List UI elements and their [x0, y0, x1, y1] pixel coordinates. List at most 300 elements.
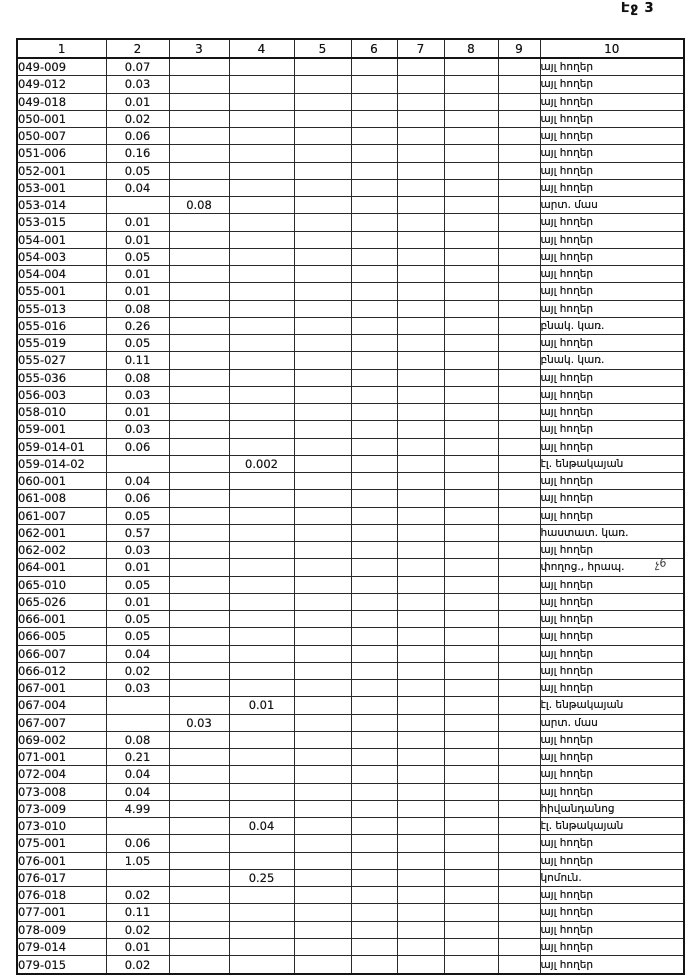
- value-cell: [397, 352, 444, 369]
- value-cell: [351, 887, 397, 904]
- parcel-code-cell: 053-001: [17, 179, 106, 196]
- parcel-code-cell: 051-006: [17, 145, 106, 162]
- value-cell: [294, 524, 351, 541]
- value-cell: [229, 524, 294, 541]
- handwritten-annotation: չ6: [653, 556, 668, 571]
- value-cell: [229, 938, 294, 955]
- value-cell: 0.01: [106, 214, 169, 231]
- table-row: [17, 559, 684, 576]
- value-cell: [351, 731, 397, 748]
- value-cell: [229, 645, 294, 662]
- parcel-code-cell: 073-010: [17, 818, 106, 835]
- value-cell: 0.002: [229, 455, 294, 472]
- value-cell: [397, 611, 444, 628]
- value-cell: [169, 835, 229, 852]
- land-use-cell: այլ հողեր: [540, 283, 684, 300]
- value-cell: [444, 524, 498, 541]
- value-cell: [397, 93, 444, 110]
- value-cell: [169, 628, 229, 645]
- value-cell: [498, 386, 540, 403]
- value-cell: [397, 438, 444, 455]
- value-cell: [397, 662, 444, 679]
- value-cell: 0.03: [106, 542, 169, 559]
- parcel-code-cell: 076-018: [17, 887, 106, 904]
- value-cell: [444, 179, 498, 196]
- value-cell: [444, 369, 498, 386]
- value-cell: [169, 697, 229, 714]
- value-cell: [397, 266, 444, 283]
- value-cell: [498, 887, 540, 904]
- value-cell: [444, 438, 498, 455]
- value-cell: [229, 197, 294, 214]
- value-cell: [444, 473, 498, 490]
- land-use-cell: բնակ. կառ.: [540, 317, 684, 334]
- land-use-cell: այլ հողեր: [540, 93, 684, 110]
- value-cell: [498, 835, 540, 852]
- value-cell: [397, 162, 444, 179]
- value-cell: [294, 128, 351, 145]
- value-cell: [169, 524, 229, 541]
- value-cell: [397, 300, 444, 317]
- value-cell: [229, 956, 294, 974]
- column-header: 1: [17, 39, 106, 58]
- table-row: [17, 800, 684, 817]
- value-cell: 0.02: [106, 956, 169, 974]
- parcel-code-cell: 073-009: [17, 800, 106, 817]
- parcel-code-cell: 067-001: [17, 680, 106, 697]
- value-cell: [444, 697, 498, 714]
- value-cell: [397, 110, 444, 127]
- land-use-cell: հիվանդանոց: [540, 800, 684, 817]
- value-cell: [397, 317, 444, 334]
- table-row: [17, 542, 684, 559]
- table-row: [17, 818, 684, 835]
- value-cell: [498, 869, 540, 886]
- value-cell: [351, 645, 397, 662]
- value-cell: 0.11: [106, 352, 169, 369]
- value-cell: [351, 58, 397, 76]
- land-use-cell: այլ հողեր: [540, 110, 684, 127]
- value-cell: [106, 714, 169, 731]
- value-cell: [169, 162, 229, 179]
- value-cell: [444, 662, 498, 679]
- value-cell: [351, 455, 397, 472]
- value-cell: [444, 58, 498, 76]
- value-cell: [294, 404, 351, 421]
- value-cell: [294, 76, 351, 93]
- parcel-code-cell: 061-008: [17, 490, 106, 507]
- parcel-code-cell: 058-010: [17, 404, 106, 421]
- table-row: [17, 455, 684, 472]
- value-cell: [397, 783, 444, 800]
- value-cell: [498, 248, 540, 265]
- value-cell: [294, 887, 351, 904]
- land-use-cell: այլ հողեր: [540, 938, 684, 955]
- value-cell: [351, 197, 397, 214]
- parcel-code-cell: 049-009: [17, 58, 106, 76]
- value-cell: 0.04: [106, 645, 169, 662]
- value-cell: [229, 369, 294, 386]
- value-cell: [169, 76, 229, 93]
- value-cell: [397, 421, 444, 438]
- value-cell: [351, 283, 397, 300]
- value-cell: [397, 335, 444, 352]
- value-cell: [169, 869, 229, 886]
- value-cell: [498, 680, 540, 697]
- value-cell: [444, 645, 498, 662]
- value-cell: [169, 352, 229, 369]
- value-cell: 0.08: [106, 731, 169, 748]
- value-cell: [444, 680, 498, 697]
- table-row: [17, 887, 684, 904]
- value-cell: [444, 887, 498, 904]
- value-cell: [498, 662, 540, 679]
- value-cell: [169, 404, 229, 421]
- value-cell: 0.01: [106, 93, 169, 110]
- value-cell: 0.08: [106, 300, 169, 317]
- value-cell: [229, 93, 294, 110]
- value-cell: [294, 266, 351, 283]
- value-cell: [498, 904, 540, 921]
- table-row: [17, 93, 684, 110]
- value-cell: 0.01: [106, 231, 169, 248]
- value-cell: [229, 386, 294, 403]
- value-cell: [229, 335, 294, 352]
- value-cell: [444, 800, 498, 817]
- land-use-cell: այլ հողեր: [540, 766, 684, 783]
- value-cell: [498, 473, 540, 490]
- value-cell: [351, 110, 397, 127]
- value-cell: [498, 110, 540, 127]
- value-cell: [169, 438, 229, 455]
- value-cell: [351, 128, 397, 145]
- value-cell: [351, 386, 397, 403]
- value-cell: 0.08: [106, 369, 169, 386]
- value-cell: [498, 58, 540, 76]
- value-cell: [498, 231, 540, 248]
- land-use-cell: այլ հողեր: [540, 645, 684, 662]
- value-cell: [169, 214, 229, 231]
- land-use-cell: այլ հողեր: [540, 887, 684, 904]
- value-cell: 0.03: [106, 386, 169, 403]
- table-row: [17, 352, 684, 369]
- value-cell: 0.01: [106, 266, 169, 283]
- value-cell: [229, 317, 294, 334]
- land-use-cell: այլ հողեր: [540, 214, 684, 231]
- table-row: [17, 128, 684, 145]
- value-cell: [444, 335, 498, 352]
- table-row: [17, 404, 684, 421]
- value-cell: [229, 248, 294, 265]
- value-cell: 0.06: [106, 490, 169, 507]
- value-cell: [351, 938, 397, 955]
- value-cell: [444, 818, 498, 835]
- value-cell: [169, 921, 229, 938]
- value-cell: [294, 628, 351, 645]
- value-cell: 0.02: [106, 887, 169, 904]
- value-cell: [397, 645, 444, 662]
- table-row: [17, 869, 684, 886]
- value-cell: [498, 266, 540, 283]
- value-cell: [498, 749, 540, 766]
- value-cell: [498, 921, 540, 938]
- table-row: [17, 766, 684, 783]
- value-cell: [498, 145, 540, 162]
- table-row: [17, 524, 684, 541]
- value-cell: 0.02: [106, 110, 169, 127]
- land-use-cell: էլ. ենթակայան: [540, 818, 684, 835]
- value-cell: [169, 300, 229, 317]
- page-number: Էջ 3: [621, 1, 655, 16]
- value-cell: [498, 524, 540, 541]
- land-use-cell: այլ հողեր: [540, 662, 684, 679]
- value-cell: [294, 317, 351, 334]
- value-cell: [498, 628, 540, 645]
- parcel-code-cell: 059-014-01: [17, 438, 106, 455]
- parcel-code-cell: 073-008: [17, 783, 106, 800]
- land-use-cell: այլ հողեր: [540, 731, 684, 748]
- land-use-cell: այլ հողեր: [540, 507, 684, 524]
- value-cell: [294, 179, 351, 196]
- table-row: [17, 145, 684, 162]
- value-cell: [169, 904, 229, 921]
- value-cell: [498, 818, 540, 835]
- parcel-code-cell: 053-015: [17, 214, 106, 231]
- table-row: [17, 231, 684, 248]
- value-cell: [498, 455, 540, 472]
- table-row: [17, 179, 684, 196]
- value-cell: 0.01: [106, 404, 169, 421]
- land-use-cell: այլ հողեր: [540, 680, 684, 697]
- parcel-code-cell: 056-003: [17, 386, 106, 403]
- value-cell: 0.05: [106, 248, 169, 265]
- value-cell: [444, 386, 498, 403]
- value-cell: [444, 628, 498, 645]
- parcel-code-cell: 071-001: [17, 749, 106, 766]
- parcel-code-cell: 066-005: [17, 628, 106, 645]
- value-cell: 0.08: [169, 197, 229, 214]
- value-cell: [229, 921, 294, 938]
- value-cell: [397, 404, 444, 421]
- value-cell: [397, 128, 444, 145]
- value-cell: [294, 438, 351, 455]
- value-cell: [351, 335, 397, 352]
- value-cell: 0.57: [106, 524, 169, 541]
- value-cell: [498, 645, 540, 662]
- value-cell: [351, 559, 397, 576]
- value-cell: [169, 248, 229, 265]
- value-cell: [294, 921, 351, 938]
- value-cell: [498, 93, 540, 110]
- value-cell: [444, 835, 498, 852]
- value-cell: [229, 628, 294, 645]
- land-use-cell: այլ հողեր: [540, 58, 684, 76]
- value-cell: 0.07: [106, 58, 169, 76]
- value-cell: [444, 248, 498, 265]
- value-cell: 0.03: [106, 680, 169, 697]
- value-cell: [169, 611, 229, 628]
- parcel-code-cell: 055-016: [17, 317, 106, 334]
- value-cell: [229, 473, 294, 490]
- value-cell: [106, 697, 169, 714]
- value-cell: [294, 611, 351, 628]
- table-row: [17, 783, 684, 800]
- value-cell: [294, 697, 351, 714]
- value-cell: [351, 490, 397, 507]
- value-cell: 0.04: [106, 179, 169, 196]
- value-cell: [397, 904, 444, 921]
- value-cell: [397, 559, 444, 576]
- parcel-code-cell: 066-012: [17, 662, 106, 679]
- value-cell: [229, 76, 294, 93]
- value-cell: [294, 421, 351, 438]
- value-cell: [229, 231, 294, 248]
- value-cell: [444, 507, 498, 524]
- land-use-cell: այլ հողեր: [540, 145, 684, 162]
- value-cell: [169, 455, 229, 472]
- value-cell: [294, 800, 351, 817]
- value-cell: [294, 680, 351, 697]
- table-row: [17, 317, 684, 334]
- value-cell: [229, 714, 294, 731]
- value-cell: [294, 645, 351, 662]
- value-cell: [444, 542, 498, 559]
- value-cell: [169, 938, 229, 955]
- value-cell: [169, 266, 229, 283]
- value-cell: [294, 473, 351, 490]
- parcel-code-cell: 075-001: [17, 835, 106, 852]
- value-cell: [498, 162, 540, 179]
- table-row: [17, 938, 684, 955]
- value-cell: [169, 93, 229, 110]
- value-cell: [229, 835, 294, 852]
- parcel-code-cell: 050-007: [17, 128, 106, 145]
- value-cell: [294, 300, 351, 317]
- value-cell: 1.05: [106, 852, 169, 869]
- parcel-code-cell: 050-001: [17, 110, 106, 127]
- value-cell: [444, 421, 498, 438]
- land-use-cell: այլ հողեր: [540, 904, 684, 921]
- parcel-code-cell: 053-014: [17, 197, 106, 214]
- column-header: 5: [294, 39, 351, 58]
- value-cell: [444, 214, 498, 231]
- value-cell: [444, 869, 498, 886]
- value-cell: [444, 93, 498, 110]
- value-cell: [397, 369, 444, 386]
- value-cell: [444, 404, 498, 421]
- value-cell: [294, 214, 351, 231]
- parcel-code-cell: 076-017: [17, 869, 106, 886]
- value-cell: [169, 662, 229, 679]
- parcel-code-cell: 067-007: [17, 714, 106, 731]
- value-cell: [498, 197, 540, 214]
- value-cell: [169, 317, 229, 334]
- value-cell: [397, 593, 444, 610]
- value-cell: [444, 714, 498, 731]
- value-cell: [169, 766, 229, 783]
- value-cell: [498, 369, 540, 386]
- value-cell: [397, 887, 444, 904]
- value-cell: [229, 852, 294, 869]
- value-cell: [397, 145, 444, 162]
- value-cell: [169, 128, 229, 145]
- value-cell: [351, 266, 397, 283]
- table-row: [17, 697, 684, 714]
- value-cell: [397, 542, 444, 559]
- column-header: 7: [397, 39, 444, 58]
- value-cell: [444, 749, 498, 766]
- parcel-code-cell: 067-004: [17, 697, 106, 714]
- value-cell: [397, 697, 444, 714]
- value-cell: [397, 749, 444, 766]
- land-use-cell: այլ հողեր: [540, 611, 684, 628]
- table-row: [17, 283, 684, 300]
- value-cell: [229, 162, 294, 179]
- value-cell: [351, 749, 397, 766]
- parcel-code-cell: 064-001: [17, 559, 106, 576]
- value-cell: [444, 852, 498, 869]
- table-header-row: [17, 39, 684, 58]
- value-cell: [169, 145, 229, 162]
- table-row: [17, 662, 684, 679]
- parcel-code-cell: 055-019: [17, 335, 106, 352]
- value-cell: [229, 266, 294, 283]
- value-cell: [498, 404, 540, 421]
- value-cell: 0.06: [106, 835, 169, 852]
- value-cell: 0.05: [106, 628, 169, 645]
- value-cell: [498, 283, 540, 300]
- value-cell: [229, 611, 294, 628]
- parcel-code-cell: 069-002: [17, 731, 106, 748]
- value-cell: [444, 76, 498, 93]
- value-cell: [169, 58, 229, 76]
- value-cell: [169, 335, 229, 352]
- land-use-cell: կոմուն.: [540, 869, 684, 886]
- value-cell: [229, 749, 294, 766]
- parcel-code-cell: 054-001: [17, 231, 106, 248]
- value-cell: [294, 835, 351, 852]
- value-cell: [169, 473, 229, 490]
- value-cell: [106, 869, 169, 886]
- value-cell: [294, 283, 351, 300]
- column-header: 3: [169, 39, 229, 58]
- value-cell: [498, 179, 540, 196]
- value-cell: [444, 559, 498, 576]
- value-cell: [444, 352, 498, 369]
- value-cell: 0.02: [106, 921, 169, 938]
- value-cell: [397, 852, 444, 869]
- value-cell: [294, 593, 351, 610]
- value-cell: [498, 490, 540, 507]
- table-row: [17, 76, 684, 93]
- value-cell: [444, 197, 498, 214]
- value-cell: [444, 921, 498, 938]
- land-use-cell: այլ հողեր: [540, 179, 684, 196]
- value-cell: [498, 421, 540, 438]
- value-cell: [351, 300, 397, 317]
- value-cell: [498, 128, 540, 145]
- value-cell: [229, 300, 294, 317]
- value-cell: [294, 335, 351, 352]
- value-cell: [498, 352, 540, 369]
- value-cell: [169, 645, 229, 662]
- table-row: [17, 438, 684, 455]
- value-cell: [169, 179, 229, 196]
- parcel-code-cell: 055-027: [17, 352, 106, 369]
- table-row: [17, 300, 684, 317]
- value-cell: [351, 352, 397, 369]
- parcel-code-cell: 059-001: [17, 421, 106, 438]
